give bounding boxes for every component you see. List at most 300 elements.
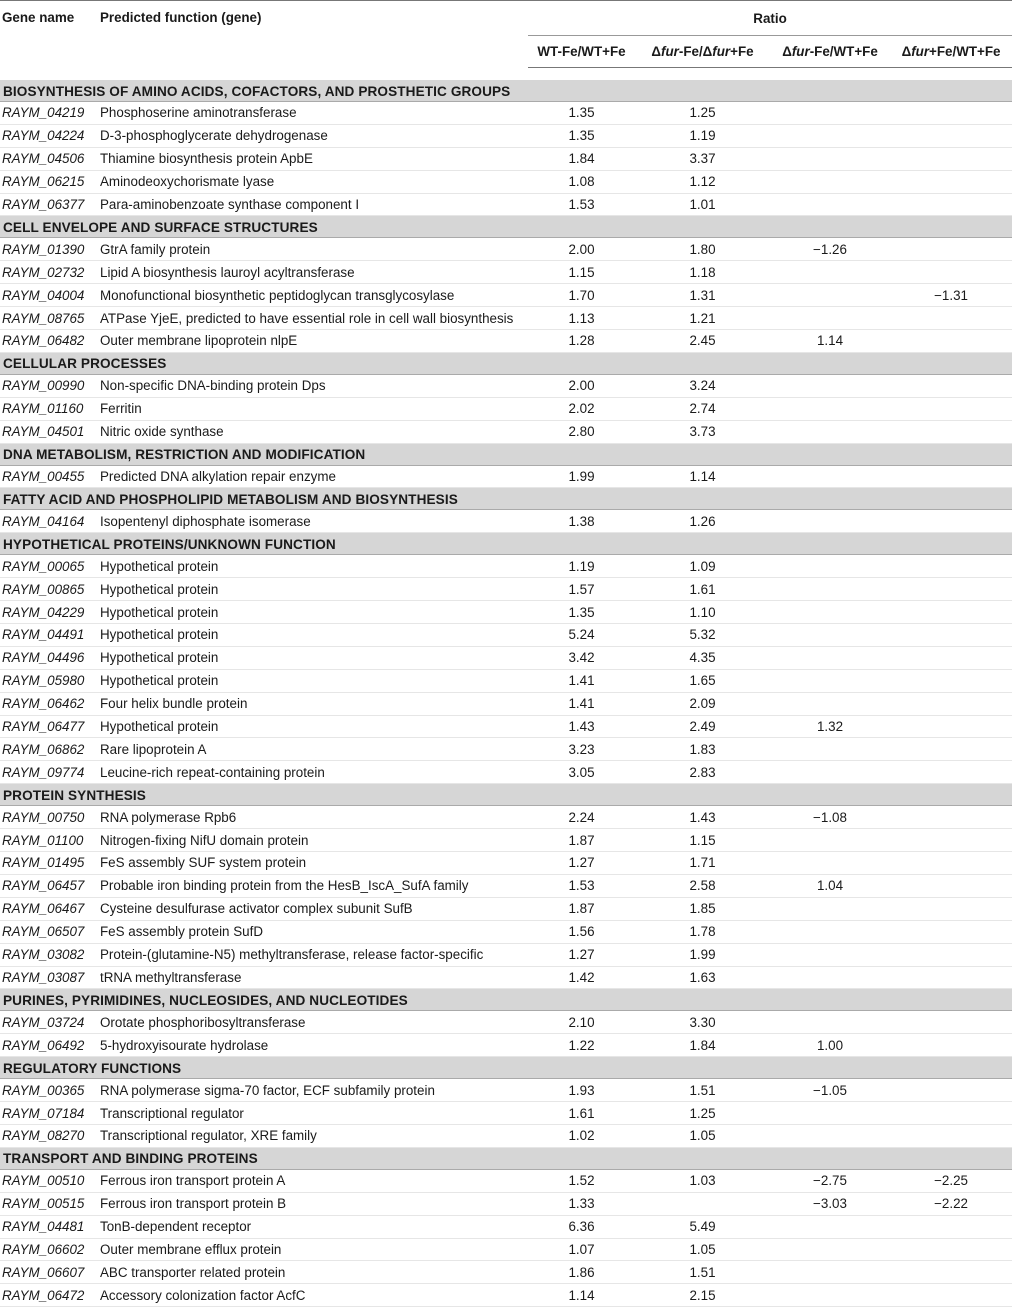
ratio-wt-cell: 2.00 bbox=[528, 238, 635, 261]
ratio-wt-cell: 3.05 bbox=[528, 761, 635, 784]
function-cell: Outer membrane lipoprotein nlpE bbox=[98, 330, 528, 353]
ratio-dfur-wt-cell: 1.04 bbox=[770, 874, 890, 897]
ratio-wt-cell: 1.22 bbox=[528, 1034, 635, 1057]
gene-id-cell: RAYM_01495 bbox=[0, 852, 98, 875]
category-row bbox=[0, 352, 1012, 374]
table-row bbox=[0, 465, 1012, 488]
function-cell: FeS assembly SUF system protein bbox=[98, 852, 528, 875]
ratio-dfur-wt-cell bbox=[770, 510, 890, 533]
table-row bbox=[0, 624, 1012, 647]
ratio-dfur-cell: 2.83 bbox=[635, 761, 770, 784]
function-cell: Outer membrane efflux protein bbox=[98, 1238, 528, 1261]
ratio-dfur-cell: 1.65 bbox=[635, 669, 770, 692]
ratio-dfur-wt-cell: −2.75 bbox=[770, 1169, 890, 1192]
ratio-dfur-cell: 3.37 bbox=[635, 147, 770, 170]
gene-id-cell: RAYM_06472 bbox=[0, 1284, 98, 1307]
ratio-dfur-plus-wt-cell bbox=[890, 806, 1012, 829]
ratio-dfur-wt-cell: −3.03 bbox=[770, 1192, 890, 1215]
function-cell: FeS assembly protein SufD bbox=[98, 920, 528, 943]
ratio-dfur-wt-cell bbox=[770, 943, 890, 966]
table-row bbox=[0, 1215, 1012, 1238]
table-row bbox=[0, 307, 1012, 330]
category-row bbox=[0, 488, 1012, 510]
function-cell: Transcriptional regulator, XRE family bbox=[98, 1124, 528, 1147]
header-spacer-cell bbox=[0, 68, 1012, 81]
ratio-dfur-plus-wt-cell bbox=[890, 829, 1012, 852]
ratio-dfur-plus-wt-cell bbox=[890, 1238, 1012, 1261]
function-cell: Protein-(glutamine-N5) methyltransferase, release factor-specific bbox=[98, 943, 528, 966]
function-cell: Hypothetical protein bbox=[98, 646, 528, 669]
gene-id-cell: RAYM_06482 bbox=[0, 330, 98, 353]
table-row bbox=[0, 1261, 1012, 1284]
ratio-wt-cell: 1.52 bbox=[528, 1169, 635, 1192]
ratio-dfur-cell: 3.73 bbox=[635, 420, 770, 443]
function-cell: Accessory colonization factor AcfC bbox=[98, 1284, 528, 1307]
fur-label: fur bbox=[911, 44, 930, 59]
gene-id-cell: RAYM_04491 bbox=[0, 624, 98, 647]
ratio-dfur-plus-wt-cell bbox=[890, 601, 1012, 624]
table-row bbox=[0, 806, 1012, 829]
ratio-dfur-cell: 1.51 bbox=[635, 1079, 770, 1102]
table-row bbox=[0, 147, 1012, 170]
ratio-wt-cell: 1.35 bbox=[528, 124, 635, 147]
ratio-col-dfur bbox=[635, 36, 770, 68]
function-cell: Transcriptional regulator bbox=[98, 1102, 528, 1125]
ratio-wt-cell: 1.93 bbox=[528, 1079, 635, 1102]
ratio-dfur-plus-wt-cell bbox=[890, 715, 1012, 738]
ratio-dfur-wt-cell bbox=[770, 147, 890, 170]
ratio-dfur-wt-cell bbox=[770, 102, 890, 125]
ratio-dfur-cell: 2.58 bbox=[635, 874, 770, 897]
function-cell: Para-aminobenzoate synthase component I bbox=[98, 193, 528, 216]
ratio-wt-cell: 1.70 bbox=[528, 284, 635, 307]
ratio-dfur-wt-cell bbox=[770, 966, 890, 989]
ratio-dfur-plus-wt-cell bbox=[890, 147, 1012, 170]
gene-id-cell: RAYM_06862 bbox=[0, 738, 98, 761]
fur-label: fur bbox=[661, 44, 679, 59]
table-row bbox=[0, 920, 1012, 943]
table-row bbox=[0, 897, 1012, 920]
ratio-dfur-wt-cell bbox=[770, 1284, 890, 1307]
table-row bbox=[0, 330, 1012, 353]
gene-id-cell: RAYM_04229 bbox=[0, 601, 98, 624]
ratio-dfur-cell: 1.09 bbox=[635, 555, 770, 578]
ratio-dfur-cell: 1.61 bbox=[635, 578, 770, 601]
table-row bbox=[0, 102, 1012, 125]
gene-id-cell: RAYM_04219 bbox=[0, 102, 98, 125]
ratio-dfur-cell: 1.18 bbox=[635, 261, 770, 284]
ratio-dfur-wt-cell bbox=[770, 261, 890, 284]
ratio-dfur-plus-wt-cell bbox=[890, 669, 1012, 692]
ratio-dfur-cell: 1.26 bbox=[635, 510, 770, 533]
ratio-wt-cell: 1.19 bbox=[528, 555, 635, 578]
function-cell: Orotate phosphoribosyltransferase bbox=[98, 1011, 528, 1034]
ratio-col-wt bbox=[528, 36, 635, 68]
ratio-dfur-plus-wt-cell bbox=[890, 374, 1012, 397]
ratio-wt-cell: 1.15 bbox=[528, 261, 635, 284]
ratio-wt-cell: 1.35 bbox=[528, 102, 635, 125]
ratio-wt-cell: 1.56 bbox=[528, 920, 635, 943]
gene-id-cell: RAYM_00065 bbox=[0, 555, 98, 578]
ratio-dfur-wt-cell bbox=[770, 397, 890, 420]
ratio-dfur-wt-cell bbox=[770, 465, 890, 488]
ratio-dfur-plus-wt-cell bbox=[890, 397, 1012, 420]
ratio-dfur-cell: 1.05 bbox=[635, 1238, 770, 1261]
ratio-dfur-wt-cell bbox=[770, 624, 890, 647]
table-row bbox=[0, 829, 1012, 852]
ratio-wt-cell: 1.27 bbox=[528, 943, 635, 966]
table-row bbox=[0, 1238, 1012, 1261]
ratio-dfur-plus-wt-cell bbox=[890, 874, 1012, 897]
gene-id-cell: RAYM_00990 bbox=[0, 374, 98, 397]
ratio-dfur-cell: 1.14 bbox=[635, 465, 770, 488]
table-header bbox=[0, 1, 1012, 68]
gene-id-cell: RAYM_03082 bbox=[0, 943, 98, 966]
ratio-wt-cell: 5.24 bbox=[528, 624, 635, 647]
category-row bbox=[0, 80, 1012, 102]
gene-id-cell: RAYM_01100 bbox=[0, 829, 98, 852]
function-cell: Nitrogen-fixing NifU domain protein bbox=[98, 829, 528, 852]
function-cell: Hypothetical protein bbox=[98, 669, 528, 692]
function-cell: Thiamine biosynthesis protein ApbE bbox=[98, 147, 528, 170]
gene-id-cell: RAYM_06457 bbox=[0, 874, 98, 897]
ratio-wt-cell: 1.14 bbox=[528, 1284, 635, 1307]
ratio-dfur-plus-wt-cell bbox=[890, 510, 1012, 533]
ratio-wt-cell: 3.42 bbox=[528, 646, 635, 669]
function-cell: 5-hydroxyisourate hydrolase bbox=[98, 1034, 528, 1057]
ratio-dfur-wt-cell: −1.08 bbox=[770, 806, 890, 829]
fur-label: fur bbox=[791, 44, 810, 59]
ratio-dfur-wt-cell bbox=[770, 374, 890, 397]
delta-symbol: Δ bbox=[901, 44, 912, 59]
gene-id-cell: RAYM_03087 bbox=[0, 966, 98, 989]
ratio-dfur-wt-cell bbox=[770, 761, 890, 784]
table-row bbox=[0, 238, 1012, 261]
table-row bbox=[0, 943, 1012, 966]
ratio-wt-cell: 1.84 bbox=[528, 147, 635, 170]
ratio-dfur-cell: 2.45 bbox=[635, 330, 770, 353]
ratio-dfur-plus-wt-cell bbox=[890, 624, 1012, 647]
gene-id-cell: RAYM_06377 bbox=[0, 193, 98, 216]
ratio-wt-cell: 3.23 bbox=[528, 738, 635, 761]
ratio-wt-cell: 2.10 bbox=[528, 1011, 635, 1034]
ratio-dfur-plus-wt-cell bbox=[890, 943, 1012, 966]
ratio-dfur-plus-wt-cell bbox=[890, 646, 1012, 669]
function-cell: Lipid A biosynthesis lauroyl acyltransferase bbox=[98, 261, 528, 284]
table-row bbox=[0, 1124, 1012, 1147]
gene-id-cell: RAYM_05980 bbox=[0, 669, 98, 692]
ratio-dfur-plus-wt-cell bbox=[890, 307, 1012, 330]
function-cell: Isopentenyl diphosphate isomerase bbox=[98, 510, 528, 533]
ratio-wt-cell: 1.27 bbox=[528, 852, 635, 875]
ratio-dfur-cell: 2.15 bbox=[635, 1284, 770, 1307]
category-title: HYPOTHETICAL PROTEINS/UNKNOWN FUNCTION bbox=[0, 533, 1012, 555]
ratio-dfur-plus-wt-cell bbox=[890, 1124, 1012, 1147]
ratio-col-dfur-plus-wt bbox=[890, 36, 1012, 68]
function-cell: D-3-phosphoglycerate dehydrogenase bbox=[98, 124, 528, 147]
gene-id-cell: RAYM_08765 bbox=[0, 307, 98, 330]
ratio-col-dfur-plus-wt-end: +Fe/WT+Fe bbox=[929, 44, 1001, 59]
table-row bbox=[0, 692, 1012, 715]
table-row bbox=[0, 601, 1012, 624]
ratio-dfur-plus-wt-cell bbox=[890, 852, 1012, 875]
ratio-wt-cell: 1.86 bbox=[528, 1261, 635, 1284]
ratio-dfur-wt-cell: −1.26 bbox=[770, 238, 890, 261]
ratio-dfur-plus-wt-cell bbox=[890, 692, 1012, 715]
category-title: PROTEIN SYNTHESIS bbox=[0, 784, 1012, 806]
ratio-col-dfur-mid: -Fe/ bbox=[678, 44, 703, 59]
ratio-wt-cell: 2.02 bbox=[528, 397, 635, 420]
ratio-dfur-wt-cell bbox=[770, 170, 890, 193]
table-row bbox=[0, 1079, 1012, 1102]
ratio-wt-cell: 1.28 bbox=[528, 330, 635, 353]
gene-id-cell: RAYM_04506 bbox=[0, 147, 98, 170]
ratio-dfur-plus-wt-cell bbox=[890, 555, 1012, 578]
table-row bbox=[0, 1169, 1012, 1192]
category-row bbox=[0, 533, 1012, 555]
gene-id-cell: RAYM_09774 bbox=[0, 761, 98, 784]
function-cell: GtrA family protein bbox=[98, 238, 528, 261]
function-cell: Hypothetical protein bbox=[98, 715, 528, 738]
table-row bbox=[0, 510, 1012, 533]
ratio-wt-cell: 1.99 bbox=[528, 465, 635, 488]
ratio-dfur-wt-cell bbox=[770, 1238, 890, 1261]
ratio-dfur-cell: 2.74 bbox=[635, 397, 770, 420]
ratio-dfur-cell: 2.09 bbox=[635, 692, 770, 715]
delta-symbol: Δ bbox=[702, 44, 713, 59]
ratio-col-wt-label: WT-Fe/WT+Fe bbox=[537, 44, 626, 59]
gene-id-cell: RAYM_04501 bbox=[0, 420, 98, 443]
ratio-wt-cell: 1.42 bbox=[528, 966, 635, 989]
function-cell: Monofunctional biosynthetic peptidoglycan transglycosylase bbox=[98, 284, 528, 307]
gene-id-cell: RAYM_06215 bbox=[0, 170, 98, 193]
ratio-dfur-plus-wt-cell bbox=[890, 193, 1012, 216]
ratio-dfur-wt-cell bbox=[770, 601, 890, 624]
gene-id-cell: RAYM_06462 bbox=[0, 692, 98, 715]
gene-id-cell: RAYM_00865 bbox=[0, 578, 98, 601]
table-row bbox=[0, 669, 1012, 692]
gene-id-cell: RAYM_06492 bbox=[0, 1034, 98, 1057]
table-row bbox=[0, 874, 1012, 897]
function-cell: Aminodeoxychorismate lyase bbox=[98, 170, 528, 193]
table-row bbox=[0, 193, 1012, 216]
ratio-wt-cell: 1.87 bbox=[528, 829, 635, 852]
ratio-dfur-plus-wt-cell bbox=[890, 1102, 1012, 1125]
ratio-wt-cell: 1.13 bbox=[528, 307, 635, 330]
function-cell: Phosphoserine aminotransferase bbox=[98, 102, 528, 125]
ratio-dfur-plus-wt-cell bbox=[890, 1034, 1012, 1057]
ratio-dfur-cell: 4.35 bbox=[635, 646, 770, 669]
ratio-wt-cell: 1.43 bbox=[528, 715, 635, 738]
function-cell: RNA polymerase Rpb6 bbox=[98, 806, 528, 829]
ratio-dfur-plus-wt-cell bbox=[890, 238, 1012, 261]
ratio-dfur-plus-wt-cell bbox=[890, 1215, 1012, 1238]
ratio-dfur-cell: 3.30 bbox=[635, 1011, 770, 1034]
gene-name-header: Gene name bbox=[0, 1, 98, 68]
ratio-wt-cell: 1.57 bbox=[528, 578, 635, 601]
gene-id-cell: RAYM_07184 bbox=[0, 1102, 98, 1125]
table-row bbox=[0, 1102, 1012, 1125]
ratio-wt-cell: 6.36 bbox=[528, 1215, 635, 1238]
function-cell: TonB-dependent receptor bbox=[98, 1215, 528, 1238]
function-cell: Hypothetical protein bbox=[98, 601, 528, 624]
fur-label: fur bbox=[712, 44, 731, 59]
table-row bbox=[0, 578, 1012, 601]
gene-id-cell: RAYM_00750 bbox=[0, 806, 98, 829]
function-cell: Cysteine desulfurase activator complex subunit SufB bbox=[98, 897, 528, 920]
ratio-dfur-wt-cell bbox=[770, 1124, 890, 1147]
table-body bbox=[0, 68, 1012, 1307]
ratio-dfur-plus-wt-cell bbox=[890, 1079, 1012, 1102]
ratio-dfur-plus-wt-cell bbox=[890, 102, 1012, 125]
ratio-dfur-cell: 1.51 bbox=[635, 1261, 770, 1284]
function-cell: RNA polymerase sigma-70 factor, ECF subfamily protein bbox=[98, 1079, 528, 1102]
gene-id-cell: RAYM_06477 bbox=[0, 715, 98, 738]
ratio-dfur-cell: 1.71 bbox=[635, 852, 770, 875]
ratio-dfur-cell: 1.78 bbox=[635, 920, 770, 943]
gene-id-cell: RAYM_03724 bbox=[0, 1011, 98, 1034]
ratio-wt-cell: 1.38 bbox=[528, 510, 635, 533]
ratio-dfur-cell: 1.12 bbox=[635, 170, 770, 193]
ratio-dfur-wt-cell: 1.00 bbox=[770, 1034, 890, 1057]
gene-id-cell: RAYM_04004 bbox=[0, 284, 98, 307]
ratio-dfur-cell: 2.49 bbox=[635, 715, 770, 738]
category-title: PURINES, PYRIMIDINES, NUCLEOSIDES, AND NUCLEOTIDES bbox=[0, 989, 1012, 1011]
function-cell: Leucine-rich repeat-containing protein bbox=[98, 761, 528, 784]
function-cell: Nitric oxide synthase bbox=[98, 420, 528, 443]
category-title: FATTY ACID AND PHOSPHOLIPID METABOLISM AND BIOSYNTHESIS bbox=[0, 488, 1012, 510]
gene-id-cell: RAYM_06467 bbox=[0, 897, 98, 920]
ratio-dfur-cell: 1.25 bbox=[635, 1102, 770, 1125]
ratio-dfur-plus-wt-cell bbox=[890, 897, 1012, 920]
ratio-dfur-plus-wt-cell: −2.22 bbox=[890, 1192, 1012, 1215]
ratio-dfur-cell: 1.03 bbox=[635, 1169, 770, 1192]
gene-id-cell: RAYM_04224 bbox=[0, 124, 98, 147]
header-spacer bbox=[0, 68, 1012, 81]
gene-id-cell: RAYM_00515 bbox=[0, 1192, 98, 1215]
ratio-dfur-wt-cell bbox=[770, 307, 890, 330]
ratio-dfur-plus-wt-cell bbox=[890, 1261, 1012, 1284]
ratio-dfur-wt-cell bbox=[770, 124, 890, 147]
category-row bbox=[0, 784, 1012, 806]
ratio-dfur-plus-wt-cell bbox=[890, 738, 1012, 761]
ratio-dfur-wt-cell bbox=[770, 555, 890, 578]
ratio-dfur-wt-cell bbox=[770, 420, 890, 443]
ratio-wt-cell: 1.41 bbox=[528, 669, 635, 692]
gene-id-cell: RAYM_04496 bbox=[0, 646, 98, 669]
ratio-dfur-wt-cell bbox=[770, 852, 890, 875]
ratio-dfur-cell: 1.43 bbox=[635, 806, 770, 829]
ratio-dfur-plus-wt-cell bbox=[890, 920, 1012, 943]
ratio-dfur-cell: 1.19 bbox=[635, 124, 770, 147]
function-cell: Predicted DNA alkylation repair enzyme bbox=[98, 465, 528, 488]
table-row bbox=[0, 646, 1012, 669]
ratio-dfur-wt-cell bbox=[770, 1102, 890, 1125]
function-cell: Ferrous iron transport protein A bbox=[98, 1169, 528, 1192]
category-row bbox=[0, 443, 1012, 465]
ratio-dfur-cell: 5.32 bbox=[635, 624, 770, 647]
ratio-dfur-plus-wt-cell: −2.25 bbox=[890, 1169, 1012, 1192]
ratio-dfur-plus-wt-cell bbox=[890, 330, 1012, 353]
ratio-dfur-wt-cell: −1.05 bbox=[770, 1079, 890, 1102]
table-row bbox=[0, 738, 1012, 761]
table-row bbox=[0, 715, 1012, 738]
ratio-wt-cell: 2.24 bbox=[528, 806, 635, 829]
category-title: DNA METABOLISM, RESTRICTION AND MODIFICATION bbox=[0, 443, 1012, 465]
ratio-wt-cell: 1.41 bbox=[528, 692, 635, 715]
ratio-wt-cell: 2.00 bbox=[528, 374, 635, 397]
gene-id-cell: RAYM_00510 bbox=[0, 1169, 98, 1192]
gene-id-cell: RAYM_06507 bbox=[0, 920, 98, 943]
function-cell: Hypothetical protein bbox=[98, 578, 528, 601]
function-cell: Probable iron binding protein from the HesB_IscA_SufA family bbox=[98, 874, 528, 897]
function-cell: Four helix bundle protein bbox=[98, 692, 528, 715]
table-row bbox=[0, 761, 1012, 784]
delta-symbol: Δ bbox=[782, 44, 792, 59]
ratio-dfur-wt-cell bbox=[770, 897, 890, 920]
function-cell: Non-specific DNA-binding protein Dps bbox=[98, 374, 528, 397]
ratio-dfur-plus-wt-cell bbox=[890, 170, 1012, 193]
table-row bbox=[0, 1192, 1012, 1215]
ratio-dfur-wt-cell bbox=[770, 193, 890, 216]
table-row bbox=[0, 284, 1012, 307]
function-cell: tRNA methyltransferase bbox=[98, 966, 528, 989]
gene-id-cell: RAYM_06607 bbox=[0, 1261, 98, 1284]
ratio-dfur-wt-cell bbox=[770, 669, 890, 692]
delta-symbol: Δ bbox=[651, 44, 661, 59]
function-cell: Ferritin bbox=[98, 397, 528, 420]
function-cell: ABC transporter related protein bbox=[98, 1261, 528, 1284]
ratio-dfur-cell: 1.05 bbox=[635, 1124, 770, 1147]
category-title: REGULATORY FUNCTIONS bbox=[0, 1057, 1012, 1079]
ratio-dfur-cell: 1.85 bbox=[635, 897, 770, 920]
function-cell: Hypothetical protein bbox=[98, 555, 528, 578]
ratio-dfur-plus-wt-cell bbox=[890, 966, 1012, 989]
category-row bbox=[0, 1147, 1012, 1169]
ratio-wt-cell: 1.08 bbox=[528, 170, 635, 193]
ratio-dfur-cell: 1.25 bbox=[635, 102, 770, 125]
table-row bbox=[0, 397, 1012, 420]
ratio-dfur-plus-wt-cell bbox=[890, 420, 1012, 443]
ratio-dfur-wt-cell bbox=[770, 738, 890, 761]
table-row bbox=[0, 261, 1012, 284]
gene-id-cell: RAYM_00455 bbox=[0, 465, 98, 488]
ratio-dfur-wt-cell bbox=[770, 284, 890, 307]
ratio-col-dfur-end: +Fe bbox=[730, 44, 754, 59]
category-row bbox=[0, 989, 1012, 1011]
ratio-dfur-cell: 1.99 bbox=[635, 943, 770, 966]
ratio-dfur-wt-cell: 1.14 bbox=[770, 330, 890, 353]
table-row bbox=[0, 1284, 1012, 1307]
category-title: CELL ENVELOPE AND SURFACE STRUCTURES bbox=[0, 216, 1012, 238]
ratio-dfur-cell: 1.83 bbox=[635, 738, 770, 761]
gene-id-cell: RAYM_02732 bbox=[0, 261, 98, 284]
ratio-dfur-cell: 1.80 bbox=[635, 238, 770, 261]
table-row bbox=[0, 852, 1012, 875]
category-row bbox=[0, 1057, 1012, 1079]
ratio-wt-cell: 1.07 bbox=[528, 1238, 635, 1261]
predicted-function-header: Predicted function (gene) bbox=[98, 1, 528, 68]
ratio-dfur-wt-cell bbox=[770, 1261, 890, 1284]
gene-id-cell: RAYM_04164 bbox=[0, 510, 98, 533]
ratio-dfur-wt-cell bbox=[770, 578, 890, 601]
ratio-dfur-plus-wt-cell bbox=[890, 465, 1012, 488]
ratio-dfur-wt-cell bbox=[770, 646, 890, 669]
ratio-dfur-wt-cell bbox=[770, 692, 890, 715]
ratio-dfur-cell: 1.01 bbox=[635, 193, 770, 216]
function-cell: Ferrous iron transport protein B bbox=[98, 1192, 528, 1215]
ratio-wt-cell: 1.61 bbox=[528, 1102, 635, 1125]
